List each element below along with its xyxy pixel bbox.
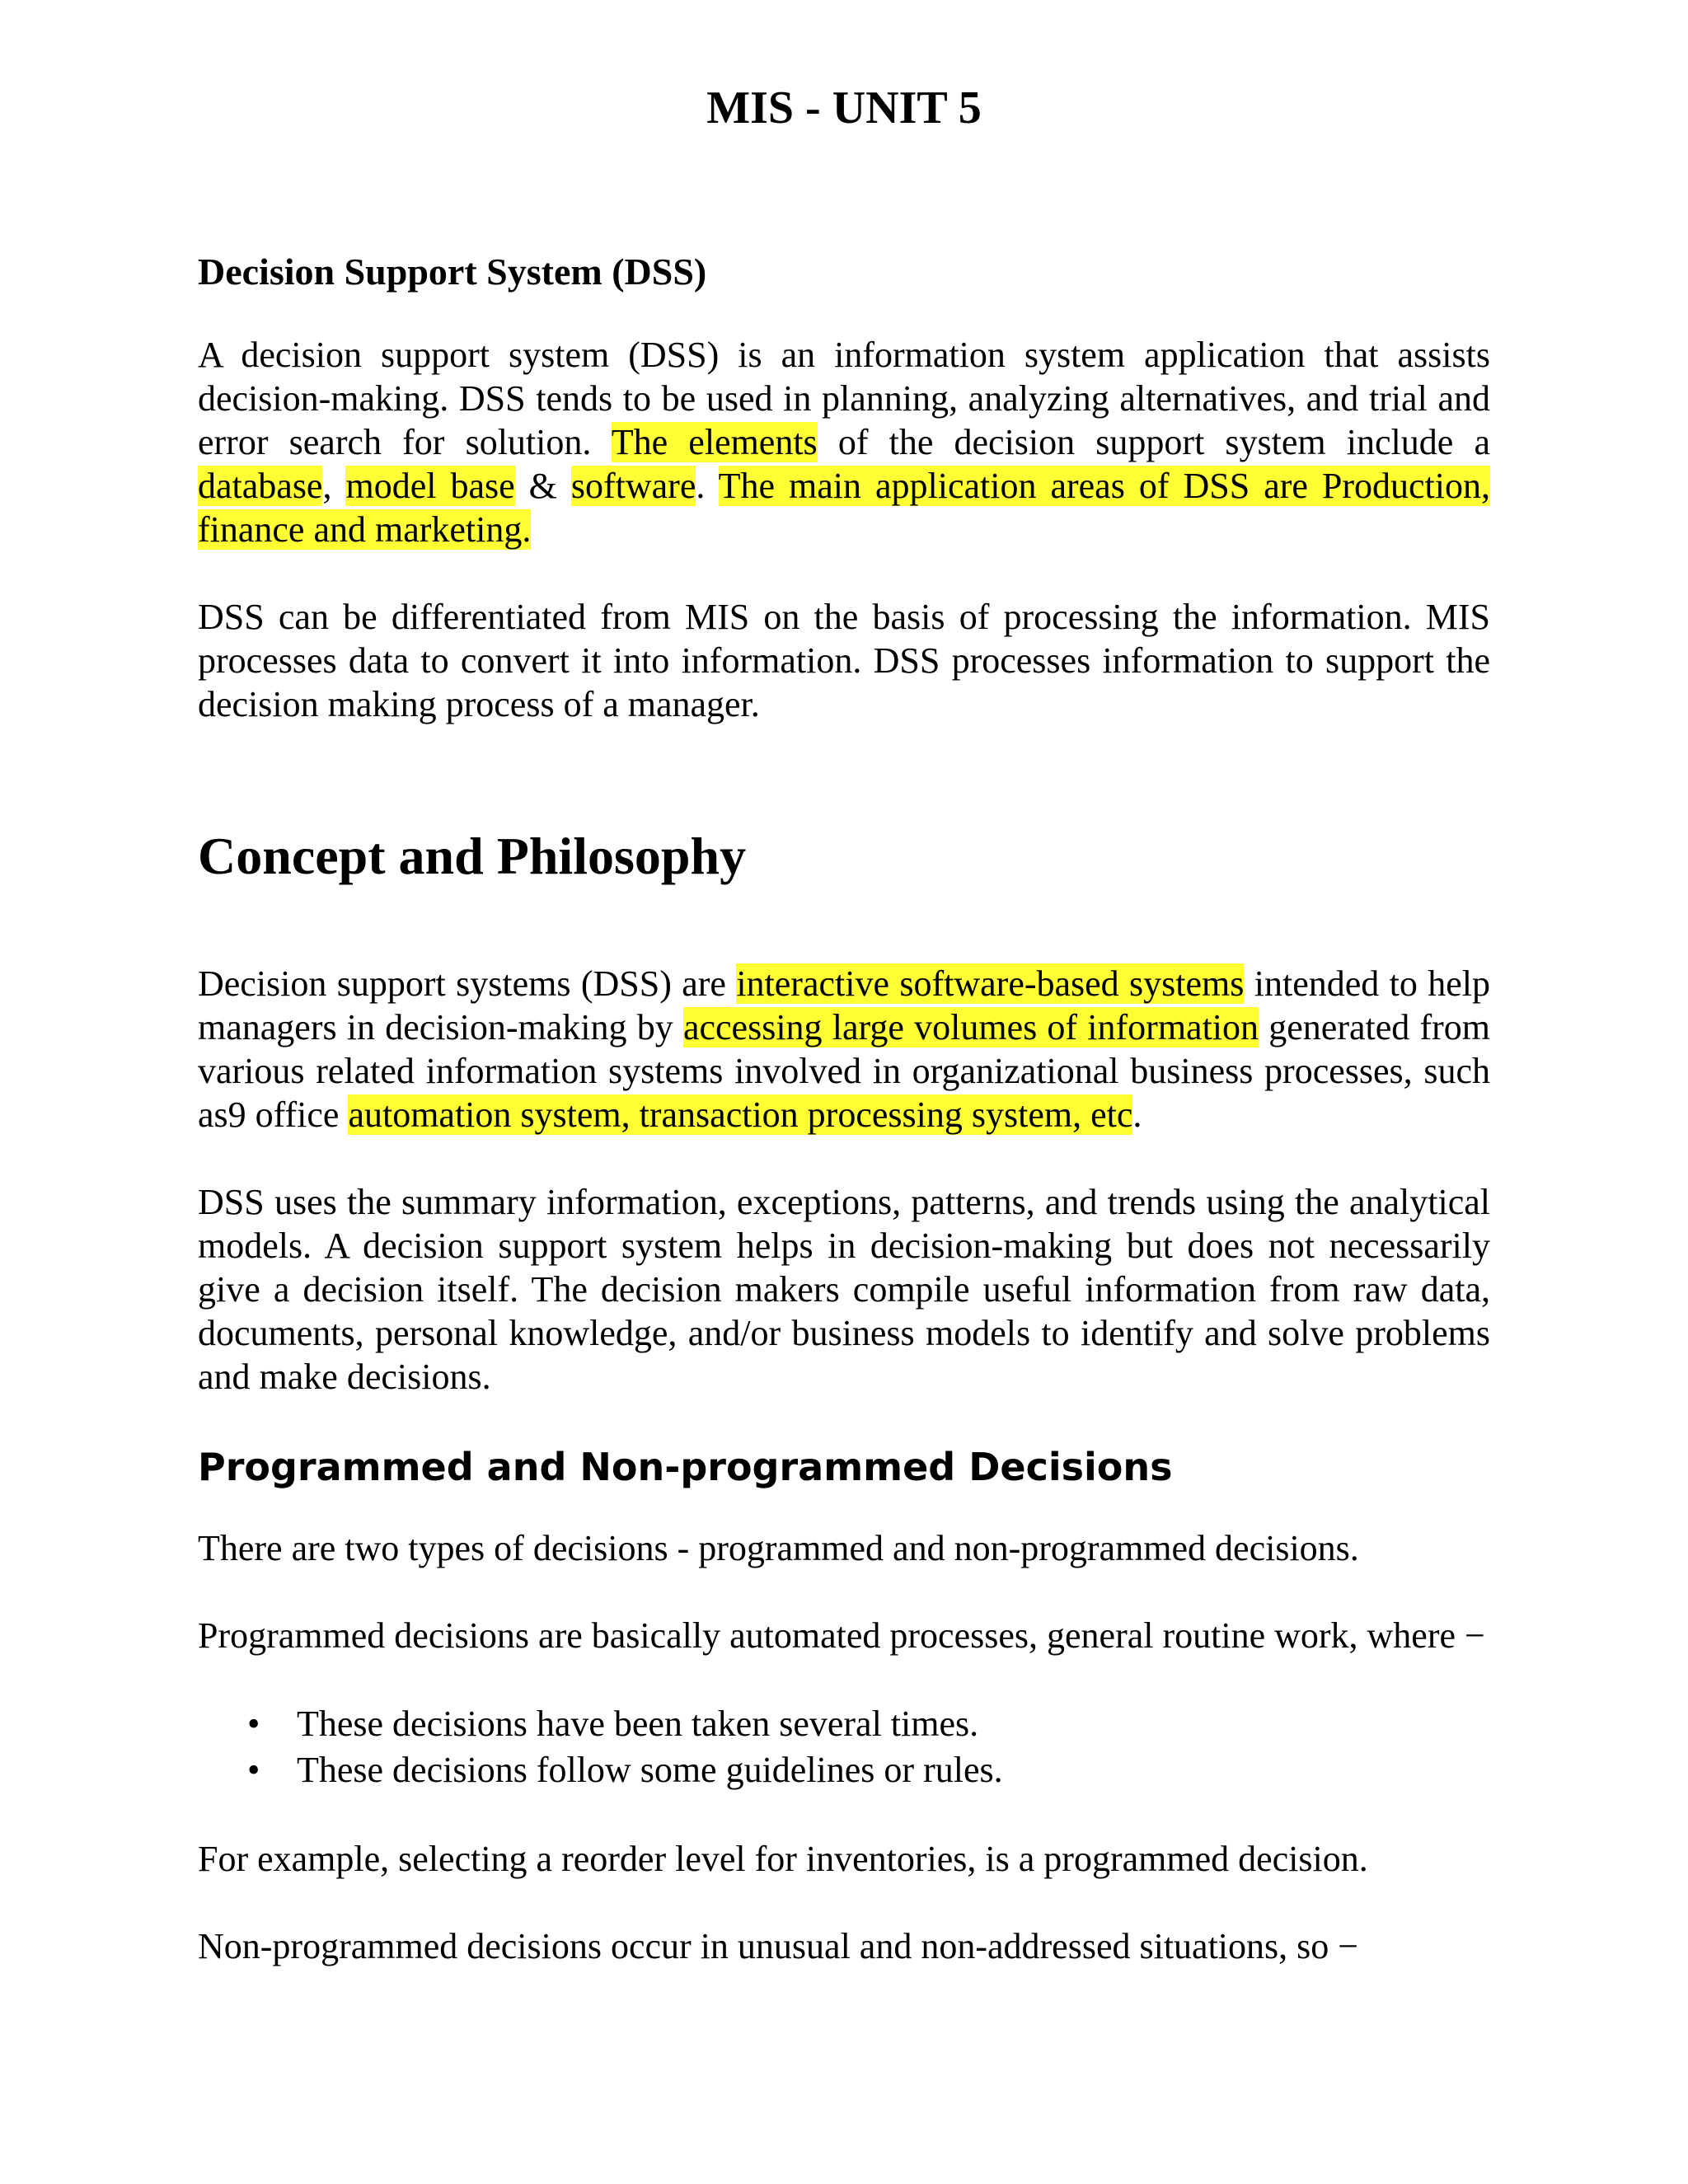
decisions-paragraph-4: Non-programmed decisions occur in unusual and non-addressed situations, so − xyxy=(198,1926,1359,1966)
dss-p1-text-2: of the decision support system include a xyxy=(817,422,1490,462)
concept-paragraph-1 xyxy=(198,962,1490,1137)
highlight-model-base: model base xyxy=(345,466,515,506)
highlight-accessing-information: accessing large volumes of information xyxy=(682,1007,1259,1047)
decisions-paragraph-2: Programmed decisions are basically automated processes, general routine work, where − xyxy=(198,1615,1485,1656)
bullet-icon: • xyxy=(247,1704,260,1744)
document-body xyxy=(198,247,1490,2012)
concept-p1-text-4: . xyxy=(1132,1094,1142,1135)
concept-p1-text-1: Decision support systems (DSS) are xyxy=(198,963,737,1004)
list-item xyxy=(247,1701,1490,1747)
dss-paragraph-2: DSS can be differentiated from MIS on the basis of processing the information. MIS processes data to convert it into information. DSS processes information to support the decision making process of a manager. xyxy=(198,597,1490,724)
list-item-text: These decisions follow some guidelines or rules. xyxy=(297,1750,1003,1790)
bullet-icon: • xyxy=(247,1750,260,1790)
dss-p1-text-5: . xyxy=(696,466,719,506)
concept-paragraph-2: DSS uses the summary information, exceptions, patterns, and trends using the analytical models. A decision support system helps in decision-making but does not necessarily give a decision itself. The decision makers compile useful information from raw data, documents, personal knowledge, and/or business models to identify and solve problems and make decisions. xyxy=(198,1182,1490,1397)
decisions-paragraph-1: There are two types of decisions - programmed and non-programmed decisions. xyxy=(198,1528,1359,1568)
dss-p1-text-3: , xyxy=(322,466,346,506)
concept-p1-text-3: generated from various related information systems involved in organizational business processes, such as9 office xyxy=(198,1007,1491,1135)
list-item-text: These decisions have been taken several times. xyxy=(297,1704,979,1744)
dss-paragraph-1 xyxy=(198,333,1490,551)
concept-heading: Concept and Philosophy xyxy=(198,827,747,885)
highlight-interactive-systems: interactive software-based systems xyxy=(736,963,1245,1004)
concept-p1-text-2: intended to help managers in decision-making by xyxy=(198,963,1490,1047)
dss-p1-text-1: A decision support system (DSS) is an information system application that assists decision-making. DSS tends to be used in planning, analyzing alternatives, and trial and error search for solution. xyxy=(198,335,1490,462)
highlight-application-areas: The main application areas of DSS are Production, finance and marketing. xyxy=(198,466,1491,550)
highlight-database: database xyxy=(198,466,323,506)
dss-heading: Decision Support System (DSS) xyxy=(198,251,707,293)
decisions-heading: Programmed and Non-programmed Decisions xyxy=(198,1445,1173,1489)
programmed-bullet-list xyxy=(198,1701,1490,1793)
highlight-the-elements: The elements xyxy=(611,422,818,462)
decisions-paragraph-3: For example, selecting a reorder level for inventories, is a programmed decision. xyxy=(198,1839,1368,1879)
highlight-software: software xyxy=(570,466,696,506)
dss-p1-text-4: & xyxy=(514,466,571,506)
document-title: MIS - UNIT 5 xyxy=(706,82,982,134)
highlight-automation-system: automation system, transaction processing system, etc xyxy=(348,1094,1133,1135)
list-item xyxy=(247,1747,1490,1793)
